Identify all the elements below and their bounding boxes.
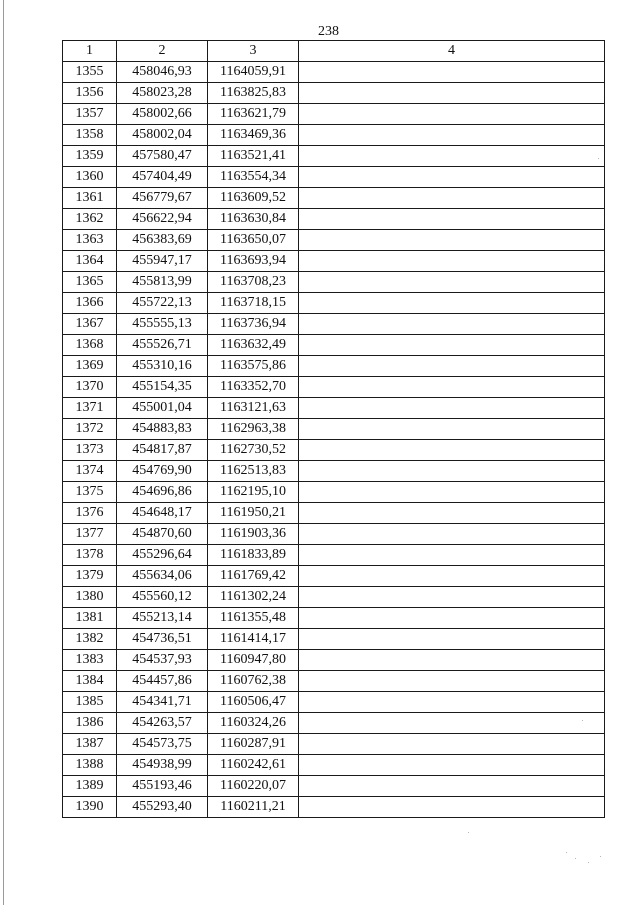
- x-coordinate-cell: 455634,06: [117, 566, 208, 587]
- point-number-cell: 1389: [63, 776, 117, 797]
- point-number-cell: 1380: [63, 587, 117, 608]
- notes-cell: [299, 62, 605, 83]
- point-number-cell: 1385: [63, 692, 117, 713]
- notes-cell: [299, 125, 605, 146]
- notes-cell: [299, 398, 605, 419]
- notes-cell: [299, 524, 605, 545]
- y-coordinate-cell: 1161769,42: [208, 566, 299, 587]
- table-row: [63, 797, 605, 818]
- y-coordinate-cell: 1163632,49: [208, 335, 299, 356]
- y-coordinate-cell: 1163736,94: [208, 314, 299, 335]
- y-coordinate-cell: 1163708,23: [208, 272, 299, 293]
- notes-cell: [299, 461, 605, 482]
- x-coordinate-cell: 455296,64: [117, 545, 208, 566]
- point-number-cell: 1387: [63, 734, 117, 755]
- table-row: [63, 482, 605, 503]
- point-number-cell: 1376: [63, 503, 117, 524]
- table-row: [63, 377, 605, 398]
- point-number-cell: 1371: [63, 398, 117, 419]
- table-row: [63, 566, 605, 587]
- table-row: [63, 125, 605, 146]
- point-number-cell: 1356: [63, 83, 117, 104]
- point-number-cell: 1363: [63, 230, 117, 251]
- x-coordinate-cell: 455001,04: [117, 398, 208, 419]
- y-coordinate-cell: 1161903,36: [208, 524, 299, 545]
- y-coordinate-cell: 1160762,38: [208, 671, 299, 692]
- point-number-cell: 1370: [63, 377, 117, 398]
- notes-cell: [299, 419, 605, 440]
- notes-cell: [299, 356, 605, 377]
- table-row: [63, 314, 605, 335]
- table-row: [63, 650, 605, 671]
- x-coordinate-cell: 454817,87: [117, 440, 208, 461]
- scan-speck: [582, 720, 583, 721]
- x-coordinate-cell: 454341,71: [117, 692, 208, 713]
- notes-cell: [299, 608, 605, 629]
- x-coordinate-cell: 454263,57: [117, 713, 208, 734]
- table-row: [63, 356, 605, 377]
- table-row: [63, 209, 605, 230]
- table-row: [63, 146, 605, 167]
- x-coordinate-cell: 455560,12: [117, 587, 208, 608]
- scan-speck: [566, 852, 567, 853]
- point-number-cell: 1368: [63, 335, 117, 356]
- point-number-cell: 1372: [63, 419, 117, 440]
- x-coordinate-cell: 455947,17: [117, 251, 208, 272]
- x-coordinate-cell: 458046,93: [117, 62, 208, 83]
- x-coordinate-cell: 454870,60: [117, 524, 208, 545]
- notes-cell: [299, 503, 605, 524]
- table-row: [63, 629, 605, 650]
- page-edge-line: [3, 0, 4, 905]
- table-row: [63, 440, 605, 461]
- y-coordinate-cell: 1163575,86: [208, 356, 299, 377]
- table-row: [63, 251, 605, 272]
- point-number-cell: 1382: [63, 629, 117, 650]
- point-number-cell: 1361: [63, 188, 117, 209]
- table-row: [63, 293, 605, 314]
- x-coordinate-cell: 455813,99: [117, 272, 208, 293]
- notes-cell: [299, 251, 605, 272]
- table-row: [63, 692, 605, 713]
- y-coordinate-cell: 1163718,15: [208, 293, 299, 314]
- x-coordinate-cell: 454736,51: [117, 629, 208, 650]
- y-coordinate-cell: 1163650,07: [208, 230, 299, 251]
- table-row: [63, 419, 605, 440]
- table-row: [63, 398, 605, 419]
- x-coordinate-cell: 455193,46: [117, 776, 208, 797]
- x-coordinate-cell: 455722,13: [117, 293, 208, 314]
- table-row: [63, 755, 605, 776]
- point-number-cell: 1362: [63, 209, 117, 230]
- notes-cell: [299, 272, 605, 293]
- notes-cell: [299, 671, 605, 692]
- notes-cell: [299, 734, 605, 755]
- header-col-2: 2: [117, 41, 208, 62]
- x-coordinate-cell: 456779,67: [117, 188, 208, 209]
- notes-cell: [299, 692, 605, 713]
- y-coordinate-cell: 1161833,89: [208, 545, 299, 566]
- point-number-cell: 1369: [63, 356, 117, 377]
- page-number: 238: [318, 24, 339, 39]
- point-number-cell: 1388: [63, 755, 117, 776]
- y-coordinate-cell: 1163630,84: [208, 209, 299, 230]
- point-number-cell: 1384: [63, 671, 117, 692]
- notes-cell: [299, 104, 605, 125]
- x-coordinate-cell: 456383,69: [117, 230, 208, 251]
- header-col-3: 3: [208, 41, 299, 62]
- table-row: [63, 104, 605, 125]
- point-number-cell: 1386: [63, 713, 117, 734]
- x-coordinate-cell: 454769,90: [117, 461, 208, 482]
- y-coordinate-cell: 1163121,63: [208, 398, 299, 419]
- x-coordinate-cell: 455154,35: [117, 377, 208, 398]
- point-number-cell: 1359: [63, 146, 117, 167]
- x-coordinate-cell: 455526,71: [117, 335, 208, 356]
- table-row: [63, 167, 605, 188]
- notes-cell: [299, 377, 605, 398]
- y-coordinate-cell: 1160242,61: [208, 755, 299, 776]
- notes-cell: [299, 188, 605, 209]
- table-row: [63, 230, 605, 251]
- point-number-cell: 1374: [63, 461, 117, 482]
- y-coordinate-cell: 1162195,10: [208, 482, 299, 503]
- y-coordinate-cell: 1160211,21: [208, 797, 299, 818]
- x-coordinate-cell: 457404,49: [117, 167, 208, 188]
- y-coordinate-cell: 1161302,24: [208, 587, 299, 608]
- x-coordinate-cell: 454648,17: [117, 503, 208, 524]
- x-coordinate-cell: 458023,28: [117, 83, 208, 104]
- x-coordinate-cell: 454696,86: [117, 482, 208, 503]
- y-coordinate-cell: 1160947,80: [208, 650, 299, 671]
- x-coordinate-cell: 454573,75: [117, 734, 208, 755]
- x-coordinate-cell: 458002,66: [117, 104, 208, 125]
- x-coordinate-cell: 455293,40: [117, 797, 208, 818]
- x-coordinate-cell: 458002,04: [117, 125, 208, 146]
- point-number-cell: 1383: [63, 650, 117, 671]
- point-number-cell: 1390: [63, 797, 117, 818]
- table-row: [63, 713, 605, 734]
- x-coordinate-cell: 454938,99: [117, 755, 208, 776]
- scan-speck: [468, 832, 469, 833]
- x-coordinate-cell: 454457,86: [117, 671, 208, 692]
- table-row: [63, 734, 605, 755]
- table-header: [63, 41, 605, 62]
- table-row: [63, 671, 605, 692]
- y-coordinate-cell: 1164059,91: [208, 62, 299, 83]
- table-row: [63, 272, 605, 293]
- scan-speck: [575, 858, 576, 859]
- y-coordinate-cell: 1160287,91: [208, 734, 299, 755]
- x-coordinate-cell: 455310,16: [117, 356, 208, 377]
- notes-cell: [299, 314, 605, 335]
- x-coordinate-cell: 457580,47: [117, 146, 208, 167]
- notes-cell: [299, 713, 605, 734]
- table-row: [63, 776, 605, 797]
- y-coordinate-cell: 1160506,47: [208, 692, 299, 713]
- header-col-4: 4: [299, 41, 605, 62]
- notes-cell: [299, 83, 605, 104]
- table-row: [63, 503, 605, 524]
- point-number-cell: 1381: [63, 608, 117, 629]
- scan-speck: [588, 862, 589, 863]
- table-row: [63, 587, 605, 608]
- point-number-cell: 1378: [63, 545, 117, 566]
- y-coordinate-cell: 1163825,83: [208, 83, 299, 104]
- notes-cell: [299, 545, 605, 566]
- y-coordinate-cell: 1163469,36: [208, 125, 299, 146]
- scan-speck: [600, 856, 601, 857]
- y-coordinate-cell: 1161414,17: [208, 629, 299, 650]
- x-coordinate-cell: 454883,83: [117, 419, 208, 440]
- point-number-cell: 1379: [63, 566, 117, 587]
- x-coordinate-cell: 455213,14: [117, 608, 208, 629]
- notes-cell: [299, 293, 605, 314]
- y-coordinate-cell: 1162963,38: [208, 419, 299, 440]
- point-number-cell: 1366: [63, 293, 117, 314]
- coordinates-table: [62, 40, 605, 818]
- table-row: [63, 545, 605, 566]
- x-coordinate-cell: 455555,13: [117, 314, 208, 335]
- y-coordinate-cell: 1160324,26: [208, 713, 299, 734]
- table-row: [63, 524, 605, 545]
- y-coordinate-cell: 1163621,79: [208, 104, 299, 125]
- notes-cell: [299, 167, 605, 188]
- notes-cell: [299, 209, 605, 230]
- table-row: [63, 608, 605, 629]
- point-number-cell: 1364: [63, 251, 117, 272]
- y-coordinate-cell: 1163554,34: [208, 167, 299, 188]
- point-number-cell: 1360: [63, 167, 117, 188]
- notes-cell: [299, 587, 605, 608]
- table-row: [63, 461, 605, 482]
- table-body: [63, 62, 605, 818]
- notes-cell: [299, 440, 605, 461]
- y-coordinate-cell: 1162730,52: [208, 440, 299, 461]
- point-number-cell: 1365: [63, 272, 117, 293]
- y-coordinate-cell: 1161355,48: [208, 608, 299, 629]
- point-number-cell: 1358: [63, 125, 117, 146]
- y-coordinate-cell: 1163521,41: [208, 146, 299, 167]
- notes-cell: [299, 146, 605, 167]
- table-row: [63, 83, 605, 104]
- notes-cell: [299, 650, 605, 671]
- notes-cell: [299, 335, 605, 356]
- point-number-cell: 1357: [63, 104, 117, 125]
- notes-cell: [299, 566, 605, 587]
- table-row: [63, 188, 605, 209]
- notes-cell: [299, 755, 605, 776]
- table-header-row: [63, 41, 605, 62]
- y-coordinate-cell: 1163693,94: [208, 251, 299, 272]
- x-coordinate-cell: 454537,93: [117, 650, 208, 671]
- point-number-cell: 1375: [63, 482, 117, 503]
- y-coordinate-cell: 1163352,70: [208, 377, 299, 398]
- y-coordinate-cell: 1163609,52: [208, 188, 299, 209]
- y-coordinate-cell: 1162513,83: [208, 461, 299, 482]
- notes-cell: [299, 797, 605, 818]
- y-coordinate-cell: 1161950,21: [208, 503, 299, 524]
- notes-cell: [299, 629, 605, 650]
- notes-cell: [299, 230, 605, 251]
- point-number-cell: 1377: [63, 524, 117, 545]
- y-coordinate-cell: 1160220,07: [208, 776, 299, 797]
- notes-cell: [299, 776, 605, 797]
- point-number-cell: 1373: [63, 440, 117, 461]
- notes-cell: [299, 482, 605, 503]
- table-row: [63, 62, 605, 83]
- header-col-1: 1: [63, 41, 117, 62]
- x-coordinate-cell: 456622,94: [117, 209, 208, 230]
- point-number-cell: 1355: [63, 62, 117, 83]
- table-row: [63, 335, 605, 356]
- scan-speck: [598, 158, 599, 159]
- point-number-cell: 1367: [63, 314, 117, 335]
